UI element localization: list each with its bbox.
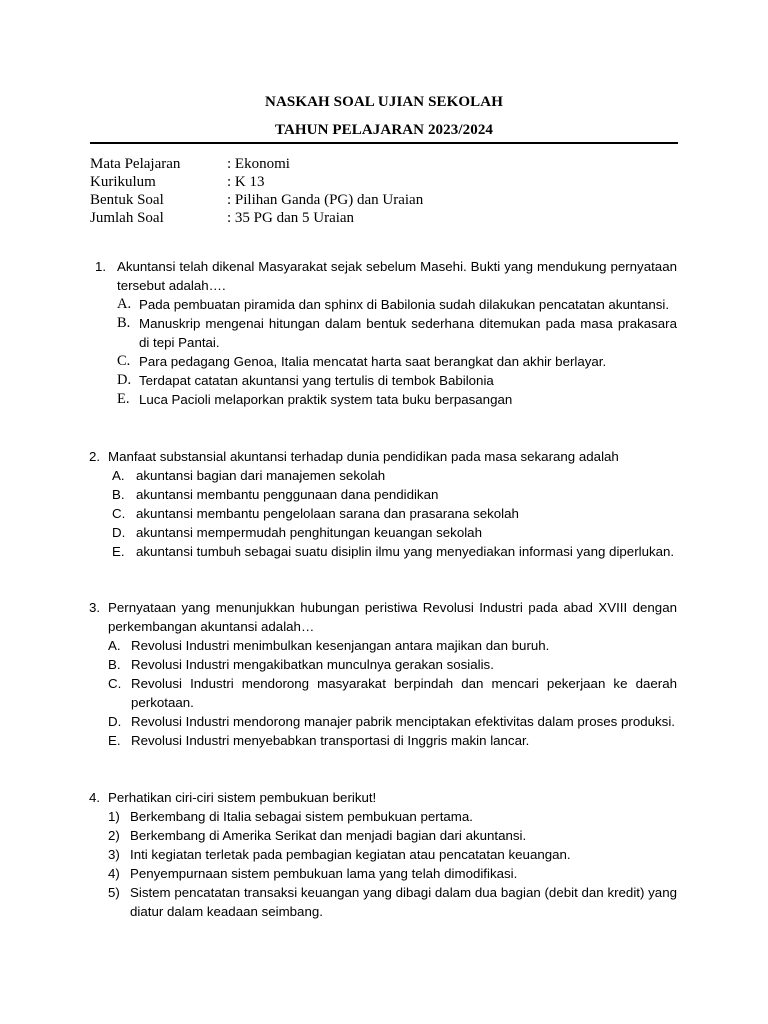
question-3	[89, 598, 677, 750]
option-a	[117, 295, 677, 314]
option-e	[117, 390, 677, 409]
header-divider	[90, 142, 678, 144]
question-1	[95, 257, 677, 409]
option-mark: E.	[112, 544, 125, 559]
info-row-curriculum	[90, 173, 423, 191]
option-text: akuntansi membantu pengelolaan sarana dan prasarana sekolah	[136, 506, 519, 521]
info-row-question-count	[90, 209, 423, 227]
info-value: : Ekonomi	[227, 156, 290, 172]
question-number: 3.	[89, 600, 101, 615]
option-mark: E.	[117, 391, 130, 407]
option-text: Terdapat catatan akuntansi yang tertulis di tembok Babilonia	[139, 373, 494, 388]
info-value: : K 13	[227, 174, 265, 190]
option-c	[112, 504, 677, 523]
option-e	[112, 542, 677, 561]
option-mark: A.	[108, 638, 121, 653]
question-text: Akuntansi telah dikenal Masyarakat sejak sebelum Masehi. Bukti yang mendukung pernyataan tersebut adalah….	[117, 259, 677, 293]
option-mark: B.	[117, 315, 131, 331]
item-4	[108, 864, 677, 883]
exam-title: NASKAH SOAL UJIAN SEKOLAH	[265, 94, 503, 110]
question-number: 2.	[89, 449, 101, 464]
option-text: Revolusi Industri mendorong manajer pabrik menciptakan efektivitas dalam proses produksi.	[131, 714, 675, 729]
option-b	[117, 314, 677, 352]
info-row-subject	[90, 155, 423, 173]
question-stem	[89, 788, 677, 807]
info-value: : Pilihan Ganda (PG) dan Uraian	[227, 192, 424, 208]
option-text: akuntansi tumbuh sebagai suatu disiplin ilmu yang menyediakan informasi yang diperlukan.	[136, 544, 675, 559]
info-label: Jumlah Soal	[90, 210, 164, 226]
option-mark: A.	[112, 468, 125, 483]
option-mark: C.	[112, 506, 126, 521]
item-text: Sistem pencatatan transaksi keuangan yang dibagi dalam dua bagian (debit dan kredit) yang diatur dalam keadaan seimbang.	[130, 885, 677, 919]
item-1	[108, 807, 677, 826]
option-mark: B.	[112, 487, 125, 502]
option-text: Pada pembuatan piramida dan sphinx di Babilonia sudah dilakukan pencatatan akuntansi.	[139, 297, 670, 312]
option-mark: B.	[108, 657, 121, 672]
item-mark: 2)	[108, 828, 120, 843]
option-text: Revolusi Industri menyebabkan transportasi di Inggris makin lancar.	[131, 733, 530, 748]
option-d	[117, 371, 677, 390]
option-a	[112, 466, 677, 485]
item-text: Berkembang di Italia sebagai sistem pembukuan pertama.	[130, 809, 473, 824]
item-3	[108, 845, 677, 864]
option-a	[108, 636, 677, 655]
question-stem	[89, 598, 677, 636]
question-text: Perhatikan ciri-ciri sistem pembukuan berikut!	[108, 790, 377, 805]
option-text: Revolusi Industri mengakibatkan munculnya gerakan sosialis.	[131, 657, 494, 672]
question-text: Pernyataan yang menunjukkan hubungan peristiwa Revolusi Industri pada abad XVIII dengan perkembangan akuntansi adalah…	[108, 600, 677, 634]
option-c	[108, 674, 677, 712]
question-stem	[95, 257, 677, 295]
option-mark: A.	[117, 296, 132, 312]
option-c	[117, 352, 677, 371]
item-mark: 1)	[108, 809, 120, 824]
item-mark: 4)	[108, 866, 120, 881]
option-mark: C.	[108, 676, 122, 691]
info-label: Mata Pelajaran	[90, 156, 181, 172]
info-label: Bentuk Soal	[90, 192, 164, 208]
option-text: akuntansi mempermudah penghitungan keuangan sekolah	[136, 525, 482, 540]
option-text: Revolusi Industri mendorong masyarakat berpindah dan mencari pekerjaan ke daerah perkotaan.	[131, 676, 677, 710]
option-text: akuntansi membantu penggunaan dana pendidikan	[136, 487, 439, 502]
option-mark: E.	[108, 733, 121, 748]
option-text: akuntansi bagian dari manajemen sekolah	[136, 468, 386, 483]
option-mark: C.	[117, 353, 131, 369]
option-text: Revolusi Industri menimbulkan kesenjangan antara majikan dan buruh.	[131, 638, 550, 653]
question-number: 4.	[89, 790, 101, 805]
question-4	[89, 788, 677, 921]
option-mark: D.	[117, 372, 132, 388]
option-mark: D.	[108, 714, 122, 729]
option-text: Manuskrip mengenai hitungan dalam bentuk sederhana ditemukan pada masa prakasara di tepi Pantai.	[139, 316, 677, 350]
option-d	[112, 523, 677, 542]
option-mark: D.	[112, 525, 126, 540]
exam-info	[90, 155, 423, 227]
school-year-title: TAHUN PELAJARAN 2023/2024	[274, 122, 494, 138]
item-mark: 3)	[108, 847, 120, 862]
option-text: Para pedagang Genoa, Italia mencatat harta saat berangkat dan akhir berlayar.	[139, 354, 607, 369]
item-mark: 5)	[108, 885, 120, 900]
item-text: Berkembang di Amerika Serikat dan menjadi bagian dari akuntansi.	[130, 828, 527, 843]
question-2	[89, 447, 677, 561]
question-text: Manfaat substansial akuntansi terhadap dunia pendidikan pada masa sekarang adalah	[108, 449, 619, 464]
item-2	[108, 826, 677, 845]
option-b	[112, 485, 677, 504]
option-b	[108, 655, 677, 674]
info-label: Kurikulum	[90, 174, 156, 190]
question-number: 1.	[95, 259, 107, 274]
option-e	[108, 731, 677, 750]
item-text: Penyempurnaan sistem pembukuan lama yang telah dimodifikasi.	[130, 866, 518, 881]
item-5	[108, 883, 677, 921]
info-row-question-type	[90, 191, 423, 209]
option-d	[108, 712, 677, 731]
info-value: : 35 PG dan 5 Uraian	[227, 210, 355, 226]
option-text: Luca Pacioli melaporkan praktik system tata buku berpasangan	[139, 392, 513, 407]
item-text: Inti kegiatan terletak pada pembagian kegiatan atau pencatatan keuangan.	[130, 847, 571, 862]
question-stem	[89, 447, 677, 466]
